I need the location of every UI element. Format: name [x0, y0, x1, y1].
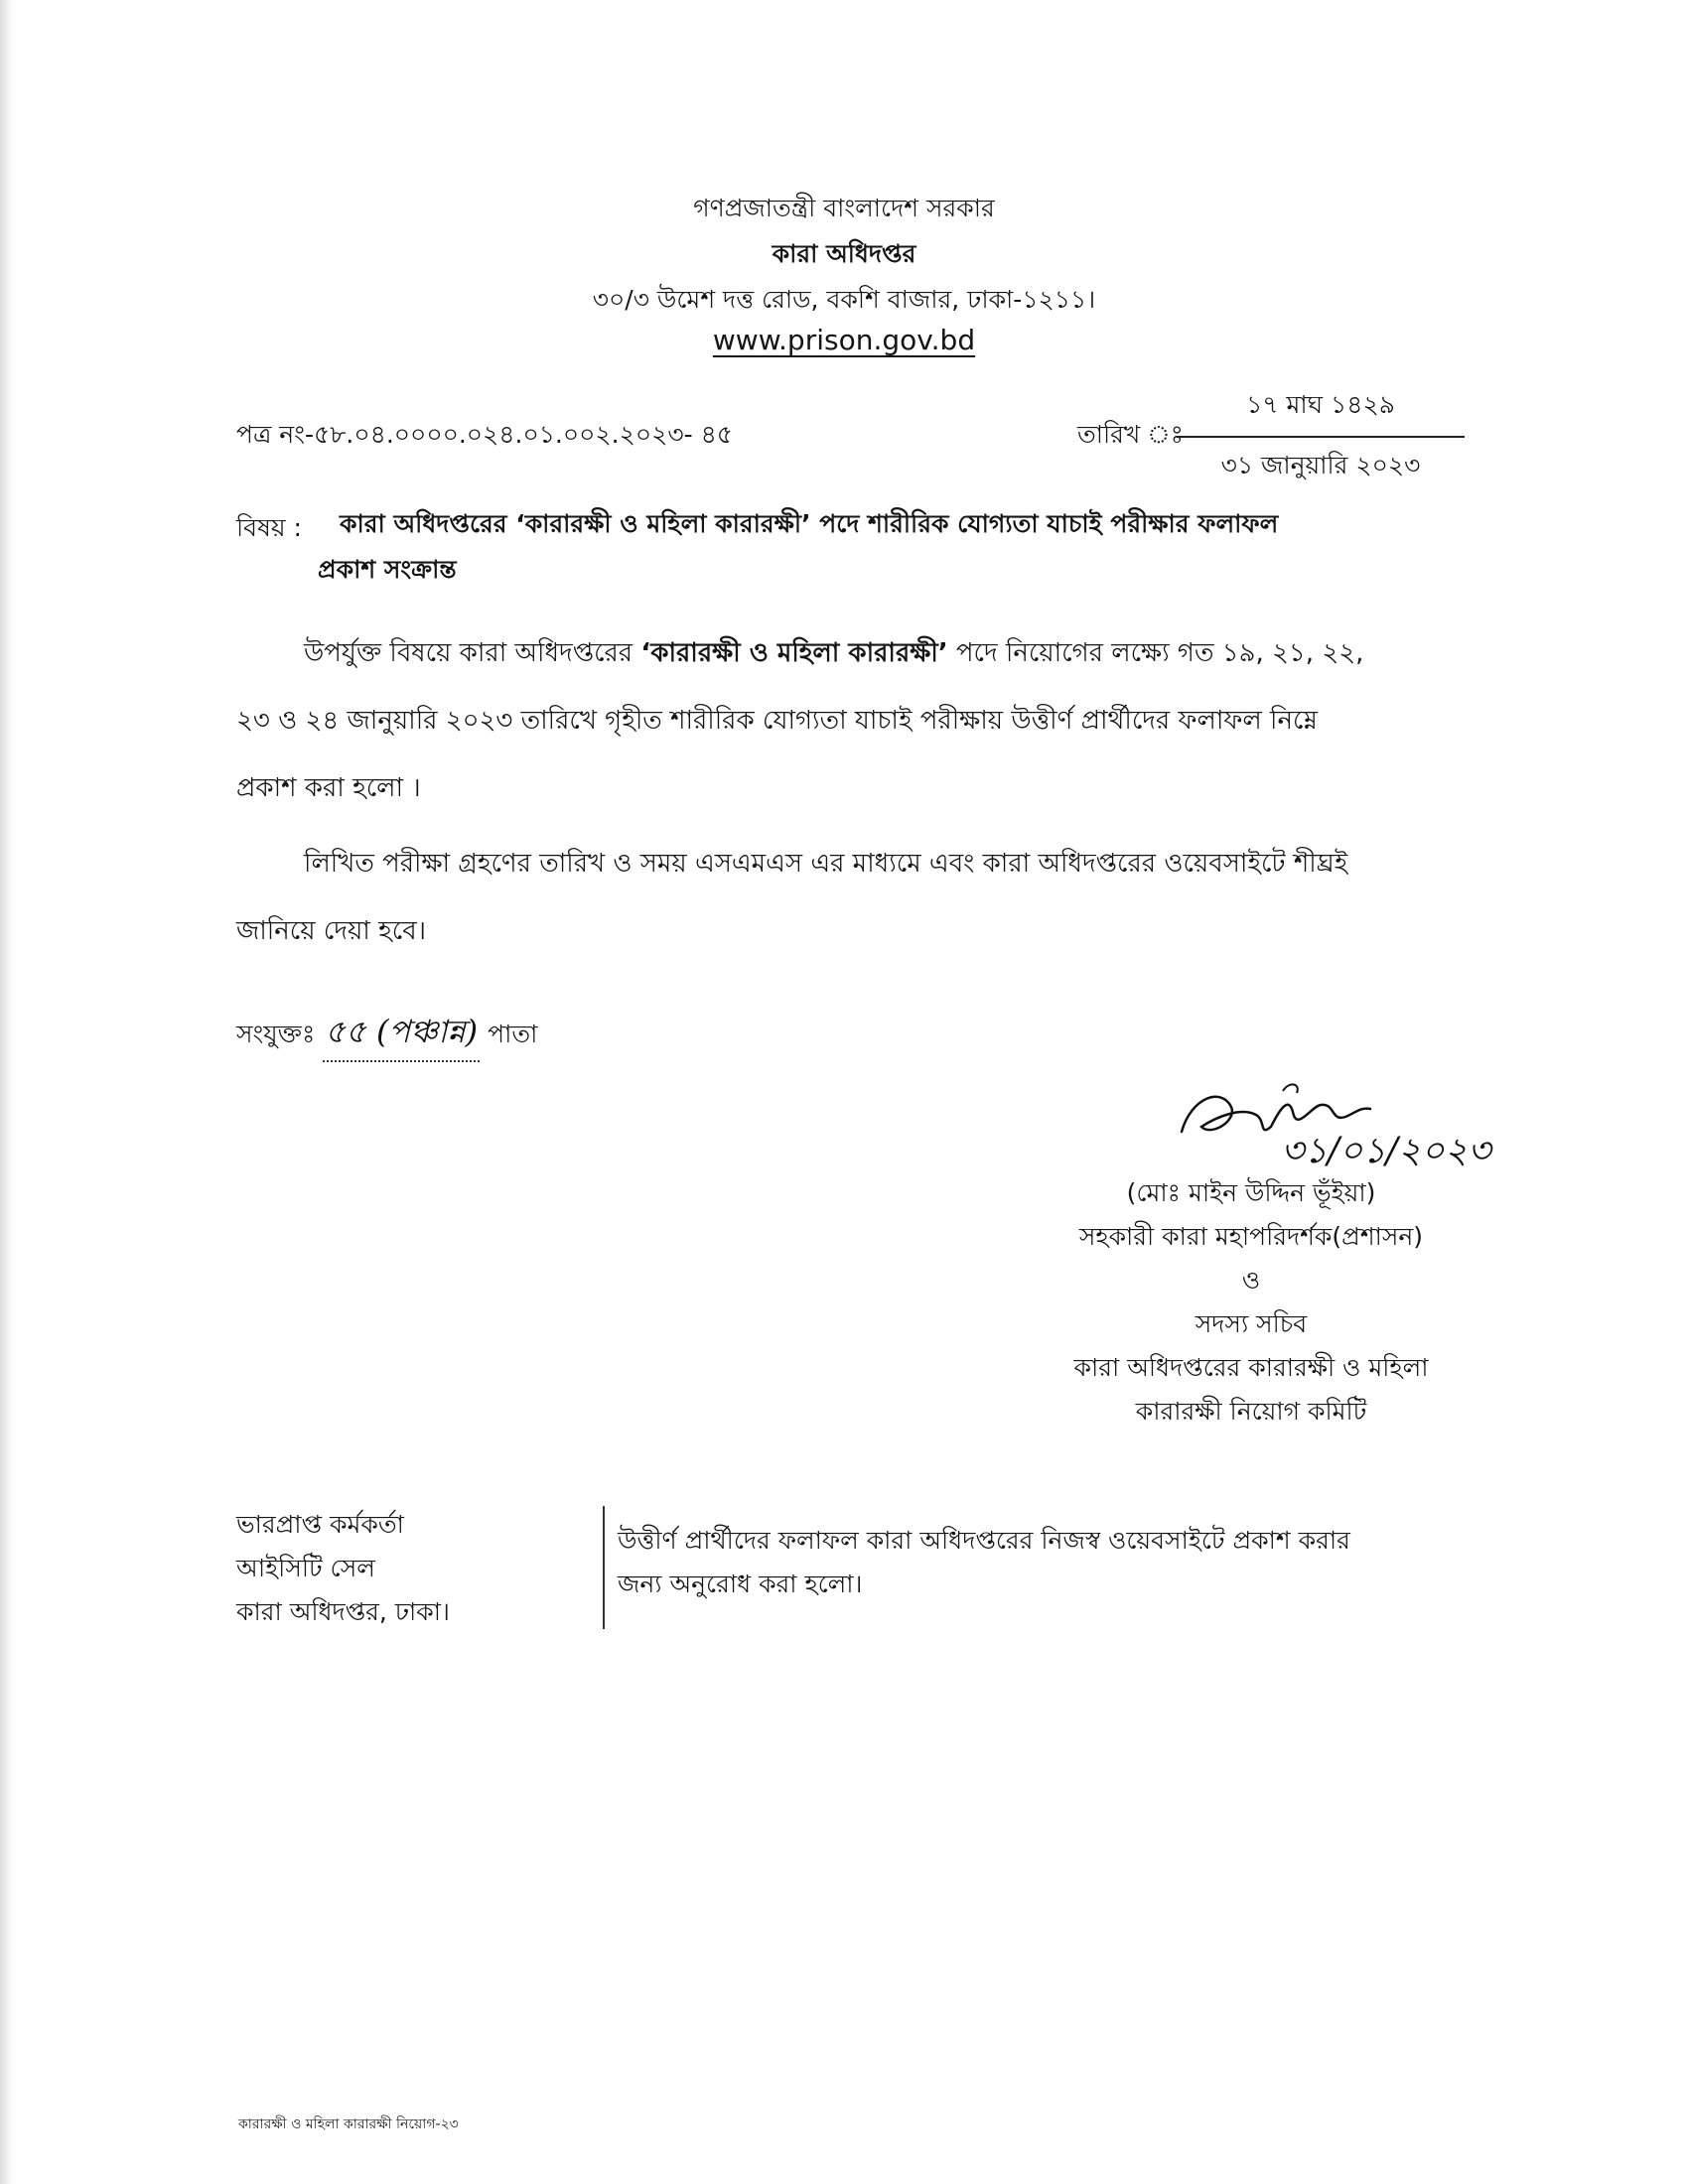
- body-paragraph-2: [236, 830, 1468, 965]
- department-name: কারা অধিদপ্তর: [772, 239, 916, 268]
- signatory-role: সদস্য সচিব: [1195, 1309, 1308, 1338]
- attachment-line: [236, 1007, 537, 1062]
- signatory-name: (মোঃ মাইন উদ্দিন ভূঁইয়া): [1126, 1178, 1376, 1207]
- signatory-designation: সহকারী কারা মহাপরিদর্শক(প্রশাসন): [1078, 1222, 1424, 1251]
- signature-date: ৩১/০১/২০২৩: [1281, 1131, 1491, 1171]
- committee-line-2: কারারক্ষী নিয়োগ কমিটি: [1135, 1397, 1367, 1426]
- request-line-1: উত্তীর্ণ প্রার্থীদের ফলাফল কারা অধিদপ্তরের নিজস্ব ওয়েবসাইটে প্রকাশ করার: [618, 1526, 1350, 1555]
- subject-label: বিষয় :: [236, 513, 302, 542]
- p1-post-name: ‘কারারক্ষী ও মহিলা কারারক্ষী’: [640, 638, 948, 668]
- website-link[interactable]: www.prison.gov.bd: [712, 324, 976, 356]
- recipient-divider: [603, 1506, 605, 1629]
- recipient-line-3: কারা অধিদপ্তর, ঢাকা।: [236, 1597, 450, 1626]
- p1-line-3: প্রকাশ করা হলো ।: [236, 773, 421, 803]
- government-name: গণপ্রজাতন্ত্রী বাংলাদেশ সরকার: [693, 194, 995, 222]
- attachment-handwritten-count: ৫৫ (পঞ্চান্ন): [323, 1007, 480, 1062]
- date-divider: [1177, 436, 1465, 438]
- signatory-and: ও: [1241, 1266, 1261, 1295]
- office-address: ৩০/৩ উমেশ দত্ত রোড, বকশি বাজার, ঢাকা-১২১১।: [592, 285, 1096, 314]
- date-bangla: ১৭ মাঘ ১৪২৯: [1246, 390, 1395, 419]
- date-block: [1177, 385, 1465, 488]
- p2-line-2: জানিয়ে দেয়া হবে।: [236, 916, 426, 946]
- memo-reference: পত্র নং-৫৮.০৪.০০০০.০২৪.০১.০০২.২০২৩- ৪৫: [236, 420, 734, 449]
- body-paragraph-1: [236, 619, 1468, 822]
- subject-line-2: প্রকাশ সংক্রান্ত: [318, 555, 457, 584]
- subject-line-1: কারা অধিদপ্তরের ‘কারারক্ষী ও মহিলা কারারক্ষী’ পদে শারীরিক যোগ্যতা যাচাই পরীক্ষার ফলাফল: [340, 509, 1279, 538]
- recipient-line-1: ভারপ্রাপ্ত কর্মকর্তা: [236, 1510, 404, 1539]
- p1-intro: উপর্যুক্ত বিষয়ে কারা অধিদপ্তরের: [304, 638, 641, 668]
- page-footer: কারারক্ষী ও মহিলা কারারক্ষী নিয়োগ-২৩: [238, 2116, 459, 2132]
- date-gregorian: ৩১ জানুয়ারি ২০২৩: [1220, 451, 1421, 479]
- signatory-block: [1013, 1171, 1489, 1433]
- attachment-label: সংযুক্তঃ: [236, 1020, 316, 1048]
- p2-line-1: লিখিত পরীক্ষা গ্রহণের তারিখ ও সময় এসএমএস এর মাধ্যমে এবং কারা অধিদপ্তরের ওয়েবসাইটে শীঘ্রই: [304, 849, 1348, 879]
- p1-line-2: ২৩ ও ২৪ জানুয়ারি ২০২৩ তারিখে গৃহীত শারীরিক যোগ্যতা যাচাই পরীক্ষায় উত্তীর্ণ প্রার্থীদের ফলাফল নিম্নে: [236, 706, 1318, 736]
- committee-line-1: কারা অধিদপ্তরের কারারক্ষী ও মহিলা: [1073, 1353, 1429, 1382]
- recipient-request: [618, 1519, 1491, 1606]
- attachment-unit: পাতা: [488, 1020, 538, 1048]
- request-line-2: জন্য অনুরোধ করা হলো।: [618, 1570, 863, 1598]
- p1-rest: পদে নিয়োগের লক্ষ্যে গত ১৯, ২১, ২২,: [947, 638, 1364, 668]
- recipient-line-2: আইসিটি সেল: [236, 1554, 375, 1582]
- date-label: তারিখ ঃ: [1077, 420, 1184, 449]
- recipient-address: [236, 1503, 450, 1634]
